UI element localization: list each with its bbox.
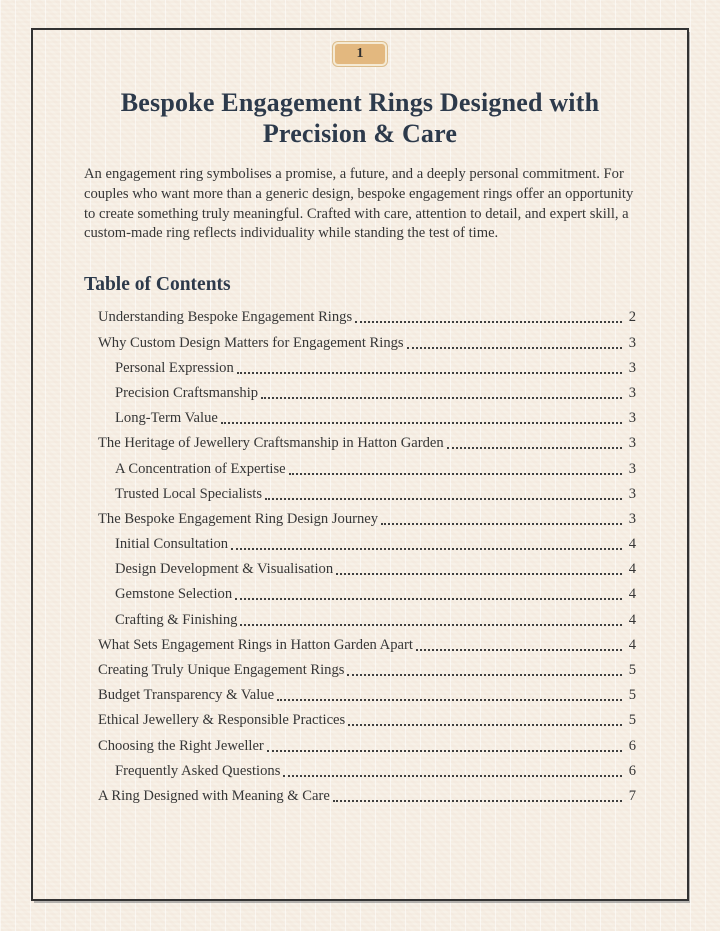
toc-dot-leader — [348, 724, 622, 726]
toc-entry[interactable] — [98, 504, 636, 529]
document-title-line-1: Bespoke Engagement Rings Designed with — [120, 88, 600, 117]
toc-dot-leader — [277, 699, 622, 701]
toc-entry-page: 2 — [628, 309, 636, 326]
document-page — [33, 30, 687, 899]
toc-entry[interactable] — [115, 353, 636, 378]
toc-entry-label: The Bespoke Engagement Ring Design Journey — [98, 510, 379, 527]
toc-entry-label: Gemstone Selection — [115, 586, 233, 603]
toc-dot-leader — [261, 397, 622, 399]
toc-dot-leader — [267, 750, 622, 752]
table-of-contents — [84, 302, 636, 806]
toc-entry-page: 3 — [628, 460, 636, 477]
toc-entry-label: Initial Consultation — [115, 536, 229, 553]
toc-dot-leader — [336, 573, 622, 575]
toc-entry-label: Understanding Bespoke Engagement Rings — [98, 309, 353, 326]
toc-entry[interactable] — [98, 630, 636, 655]
toc-entry-label: Choosing the Right Jeweller — [98, 737, 264, 754]
toc-heading: Table of Contents — [84, 274, 231, 296]
toc-entry[interactable] — [115, 554, 636, 579]
toc-dot-leader — [381, 523, 622, 525]
toc-entry-label: What Sets Engagement Rings in Hatton Garden Apart — [98, 636, 413, 653]
toc-entry[interactable] — [115, 529, 636, 554]
toc-entry-label: A Ring Designed with Meaning & Care — [98, 787, 330, 804]
toc-dot-leader — [407, 347, 622, 349]
toc-entry-page: 3 — [628, 510, 636, 527]
toc-entry-page: 6 — [628, 762, 636, 779]
toc-entry[interactable] — [98, 327, 636, 352]
toc-entry-page: 4 — [628, 536, 636, 553]
toc-entry-label: Design Development & Visualisation — [115, 561, 334, 578]
toc-entry[interactable] — [115, 403, 636, 428]
toc-entry[interactable] — [98, 680, 636, 705]
toc-entry[interactable] — [98, 781, 636, 806]
toc-entry-label: Precision Craftsmanship — [115, 384, 259, 401]
toc-entry-page: 3 — [628, 485, 636, 502]
toc-entry-page: 3 — [628, 334, 636, 351]
toc-dot-leader — [447, 447, 622, 449]
toc-entry[interactable] — [115, 378, 636, 403]
toc-dot-leader — [240, 624, 622, 626]
toc-entry-label: Trusted Local Specialists — [115, 485, 263, 502]
page-number-badge: 1 — [333, 42, 387, 66]
toc-dot-leader — [265, 498, 622, 500]
toc-entry-page: 5 — [628, 712, 636, 729]
toc-entry-label: A Concentration of Expertise — [115, 460, 286, 477]
toc-entry-page: 5 — [628, 687, 636, 704]
toc-entry-label: Long-Term Value — [115, 410, 218, 427]
toc-entry-page: 7 — [628, 787, 636, 804]
toc-entry-label: Why Custom Design Matters for Engagement Rings — [98, 334, 404, 351]
toc-entry[interactable] — [98, 730, 636, 755]
toc-dot-leader — [355, 321, 622, 323]
toc-entry[interactable] — [115, 479, 636, 504]
toc-entry-label: Crafting & Finishing — [115, 611, 238, 628]
toc-entry-label: Frequently Asked Questions — [115, 762, 281, 779]
toc-dot-leader — [333, 800, 622, 802]
toc-entry[interactable] — [115, 453, 636, 478]
toc-entry[interactable] — [115, 579, 636, 604]
toc-entry[interactable] — [115, 604, 636, 629]
toc-entry-page: 4 — [628, 636, 636, 653]
toc-entry-page: 3 — [628, 410, 636, 427]
toc-entry-label: The Heritage of Jewellery Craftsmanship in Hatton Garden — [98, 435, 444, 452]
toc-entry-page: 3 — [628, 384, 636, 401]
toc-entry[interactable] — [98, 302, 636, 327]
toc-entry-label: Creating Truly Unique Engagement Rings — [98, 662, 345, 678]
toc-dot-leader — [231, 548, 622, 550]
toc-dot-leader — [235, 598, 622, 600]
toc-dot-leader — [221, 422, 622, 424]
toc-entry[interactable] — [98, 428, 636, 453]
page-number-row — [84, 42, 636, 66]
toc-entry-page: 4 — [628, 611, 636, 628]
document-title — [84, 87, 636, 149]
toc-entry-page: 4 — [628, 561, 636, 578]
toc-entry-label: Budget Transparency & Value — [98, 687, 275, 704]
page-border-frame — [31, 28, 689, 901]
toc-dot-leader — [416, 649, 622, 651]
toc-dot-leader — [237, 372, 622, 374]
toc-entry-label: Ethical Jewellery & Responsible Practices — [98, 712, 346, 729]
toc-entry-page: 4 — [628, 586, 636, 603]
toc-entry-page: 5 — [628, 662, 636, 678]
toc-entry-page: 3 — [628, 359, 636, 376]
toc-entry-page: 3 — [628, 435, 636, 452]
toc-entry[interactable] — [98, 655, 636, 680]
toc-entry[interactable] — [98, 705, 636, 730]
toc-dot-leader — [289, 473, 622, 475]
intro-paragraph: An engagement ring symbolises a promise, a future, and a deeply personal commitment. For couples who want more than a generic design, bespoke engagement rings offer an opportunity to create something truly meaningful. Crafted with care, attention to detail, and expert skill, a custom-made ring reflects individuality while standing the test of time. — [84, 166, 634, 242]
toc-entry[interactable] — [115, 756, 636, 781]
toc-dot-leader — [283, 775, 622, 777]
toc-entry-page: 6 — [628, 737, 636, 754]
toc-dot-leader — [347, 674, 622, 676]
toc-entry-label: Personal Expression — [115, 359, 234, 376]
document-title-line-2: Precision & Care — [262, 119, 458, 148]
